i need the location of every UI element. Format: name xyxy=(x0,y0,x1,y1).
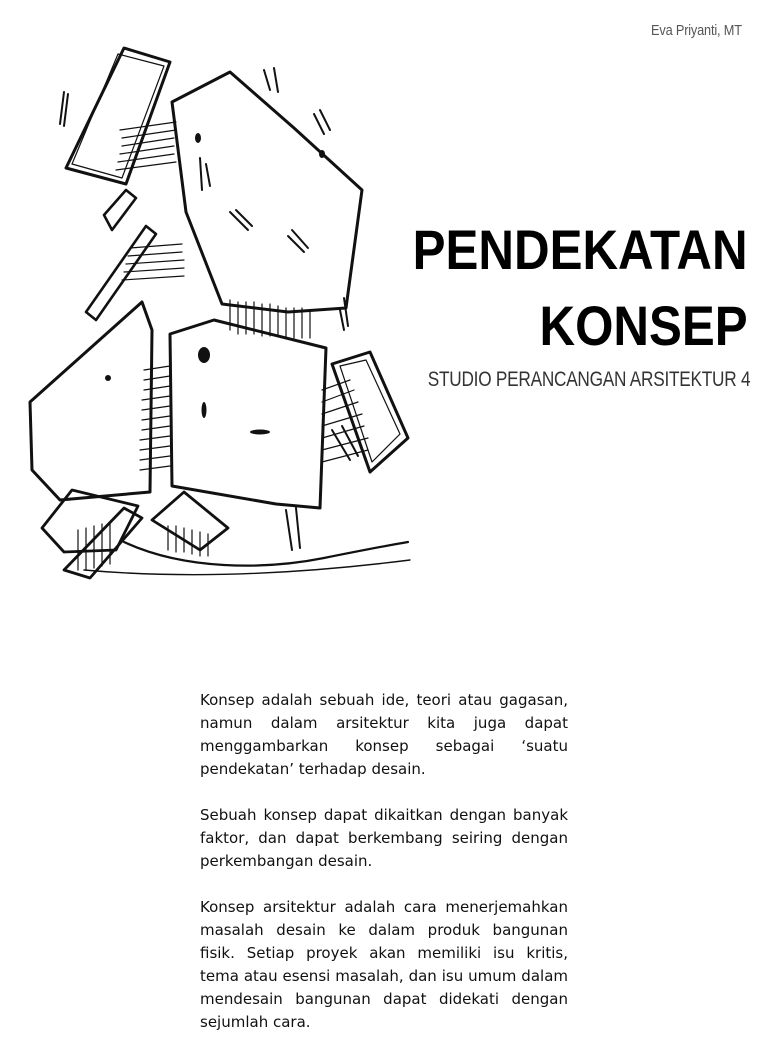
sketch-block-center xyxy=(170,320,326,508)
title-line-1: PENDEKATAN xyxy=(413,218,748,281)
author-name: Eva Priyanti, MT xyxy=(651,22,742,39)
page-subtitle: STUDIO PERANCANGAN ARSITEKTUR 4 xyxy=(427,368,750,391)
title-line-2: KONSEP xyxy=(539,294,748,357)
sketch-block-pentagon-top xyxy=(172,72,362,312)
body-paragraph: Konsep adalah sebuah ide, teori atau gagasan, namun dalam arsitektur kita juga dapat menggambarkan konsep sebagai ‘suatu pendekatan’ terhadap desain. xyxy=(200,691,568,778)
sketch-ground-lines xyxy=(84,542,410,575)
body-paragraph: Sebuah konsep dapat dikaitkan dengan banyak faktor, dan dapat berkembang seiring dengan perkembangan desain. xyxy=(200,806,568,870)
page-title xyxy=(413,212,748,364)
sketch-block-right-diamond xyxy=(332,352,408,472)
body-paragraph: Konsep arsitektur adalah cara menerjemahkan masalah desain ke dalam produk bangunan fisik. Setiap proyek akan memiliki isu kritis, tema atau esensi masalah, dan isu umum dalam mendesain bangunan dapat didekati dengan sejumlah cara. xyxy=(200,898,568,1031)
sketch-block-top-left xyxy=(66,48,170,184)
architectural-sketch-illustration xyxy=(24,30,414,580)
sketch-block-left-pentagon xyxy=(30,302,152,500)
body-text xyxy=(200,689,568,1057)
